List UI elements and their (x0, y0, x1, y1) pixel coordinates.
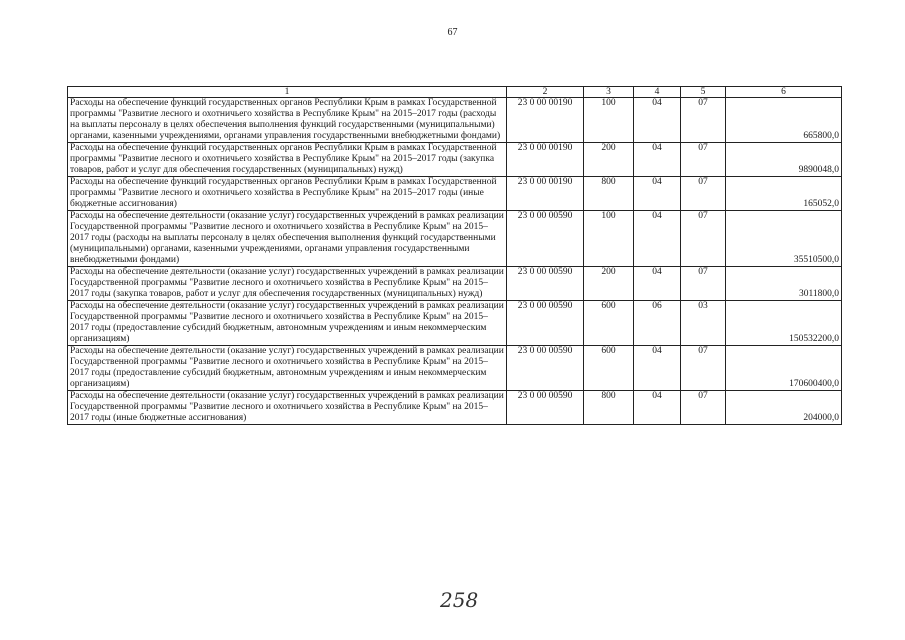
section-cell: 04 (634, 391, 681, 425)
header-col-2: 2 (507, 87, 584, 98)
subsection-cell: 07 (681, 267, 726, 301)
table-row (68, 211, 842, 267)
section-cell: 04 (634, 143, 681, 177)
section-cell: 06 (634, 301, 681, 346)
table-row (68, 301, 842, 346)
expense-type-cell: 200 (584, 267, 634, 301)
subsection-cell: 03 (681, 301, 726, 346)
header-col-6: 6 (726, 87, 842, 98)
amount-cell: 3011800,0 (726, 267, 842, 301)
target-article-cell: 23 0 00 00590 (507, 267, 584, 301)
description-cell: Расходы на обеспечение деятельности (оказание услуг) государственных учреждений в рамках реализации Государственной программы "Развитие лесного и охотничьего хозяйства в Республике Крым" на 2015–2017 годы (предоставление субсидий бюджетным, автономным учреждениям и иным некоммерческим организациям) (68, 301, 507, 346)
expense-type-cell: 600 (584, 301, 634, 346)
table-row (68, 346, 842, 391)
expense-type-cell: 100 (584, 211, 634, 267)
subsection-cell: 07 (681, 391, 726, 425)
description-cell: Расходы на обеспечение функций государственных органов Республики Крым в рамках Государственной программы "Развитие лесного и охотничьего хозяйства в Республике Крым" на 2015–2017 годы (закупка товаров, работ и услуг для обеспечения государственных (муниципальных) нужд) (68, 143, 507, 177)
amount-cell: 665800,0 (726, 98, 842, 143)
target-article-cell: 23 0 00 00190 (507, 98, 584, 143)
description-cell: Расходы на обеспечение функций государственных органов Республики Крым в рамках Государственной программы "Развитие лесного и охотничьего хозяйства в Республике Крым" на 2015–2017 годы (иные бюджетные ассигнования) (68, 177, 507, 211)
description-cell: Расходы на обеспечение деятельности (оказание услуг) государственных учреждений в рамках реализации Государственной программы "Развитие лесного и охотничьего хозяйства в Республике Крым" на 2015–2017 годы (предоставление субсидий бюджетным, автономным учреждениям и иным некоммерческим организациям) (68, 346, 507, 391)
description-cell: Расходы на обеспечение функций государственных органов Республики Крым в рамках Государственной программы "Развитие лесного и охотничьего хозяйства в Республике Крым" на 2015–2017 годы (расходы на выплаты персоналу в целях обеспечения выполнения функций государственными (муниципальными) органами, казенными учреждениями, органами управления государственными внебюджетными фондами) (68, 98, 507, 143)
header-row (68, 87, 842, 98)
amount-cell: 165052,0 (726, 177, 842, 211)
page-number: 67 (447, 27, 458, 38)
amount-cell: 170600400,0 (726, 346, 842, 391)
target-article-cell: 23 0 00 00190 (507, 143, 584, 177)
target-article-cell: 23 0 00 00190 (507, 177, 584, 211)
section-cell: 04 (634, 267, 681, 301)
section-cell: 04 (634, 211, 681, 267)
subsection-cell: 07 (681, 211, 726, 267)
description-cell: Расходы на обеспечение деятельности (оказание услуг) государственных учреждений в рамках реализации Государственной программы "Развитие лесного и охотничьего хозяйства в Республике Крым" на 2015–2017 годы (закупка товаров, работ и услуг для обеспечения государственных (муниципальных) нужд) (68, 267, 507, 301)
expense-type-cell: 800 (584, 391, 634, 425)
header-col-4: 4 (634, 87, 681, 98)
handwritten-page-number: 258 (440, 588, 479, 612)
target-article-cell: 23 0 00 00590 (507, 301, 584, 346)
expense-type-cell: 600 (584, 346, 634, 391)
section-cell: 04 (634, 98, 681, 143)
target-article-cell: 23 0 00 00590 (507, 391, 584, 425)
budget-table (67, 86, 842, 425)
subsection-cell: 07 (681, 143, 726, 177)
table-row (68, 143, 842, 177)
target-article-cell: 23 0 00 00590 (507, 211, 584, 267)
header-col-3: 3 (584, 87, 634, 98)
amount-cell: 150532200,0 (726, 301, 842, 346)
expense-type-cell: 200 (584, 143, 634, 177)
description-cell: Расходы на обеспечение деятельности (оказание услуг) государственных учреждений в рамках реализации Государственной программы "Развитие лесного и охотничьего хозяйства в Республике Крым" на 2015–2017 годы (расходы на выплаты персоналу в целях обеспечения выполнения функций государственными (муниципальными) органами, казенными учреждениями, органами управления государственными внебюджетными фондами) (68, 211, 507, 267)
header-col-1: 1 (68, 87, 507, 98)
expense-type-cell: 100 (584, 98, 634, 143)
subsection-cell: 07 (681, 346, 726, 391)
table-row (68, 98, 842, 143)
table-row (68, 177, 842, 211)
amount-cell: 9890048,0 (726, 143, 842, 177)
table-body (68, 87, 842, 425)
amount-cell: 35510500,0 (726, 211, 842, 267)
header-col-5: 5 (681, 87, 726, 98)
table-row (68, 267, 842, 301)
target-article-cell: 23 0 00 00590 (507, 346, 584, 391)
section-cell: 04 (634, 177, 681, 211)
table-row (68, 391, 842, 425)
description-cell: Расходы на обеспечение деятельности (оказание услуг) государственных учреждений в рамках реализации Государственной программы "Развитие лесного и охотничьего хозяйства в Республике Крым" на 2015–2017 годы (иные бюджетные ассигнования) (68, 391, 507, 425)
amount-cell: 204000,0 (726, 391, 842, 425)
subsection-cell: 07 (681, 177, 726, 211)
section-cell: 04 (634, 346, 681, 391)
subsection-cell: 07 (681, 98, 726, 143)
expense-type-cell: 800 (584, 177, 634, 211)
